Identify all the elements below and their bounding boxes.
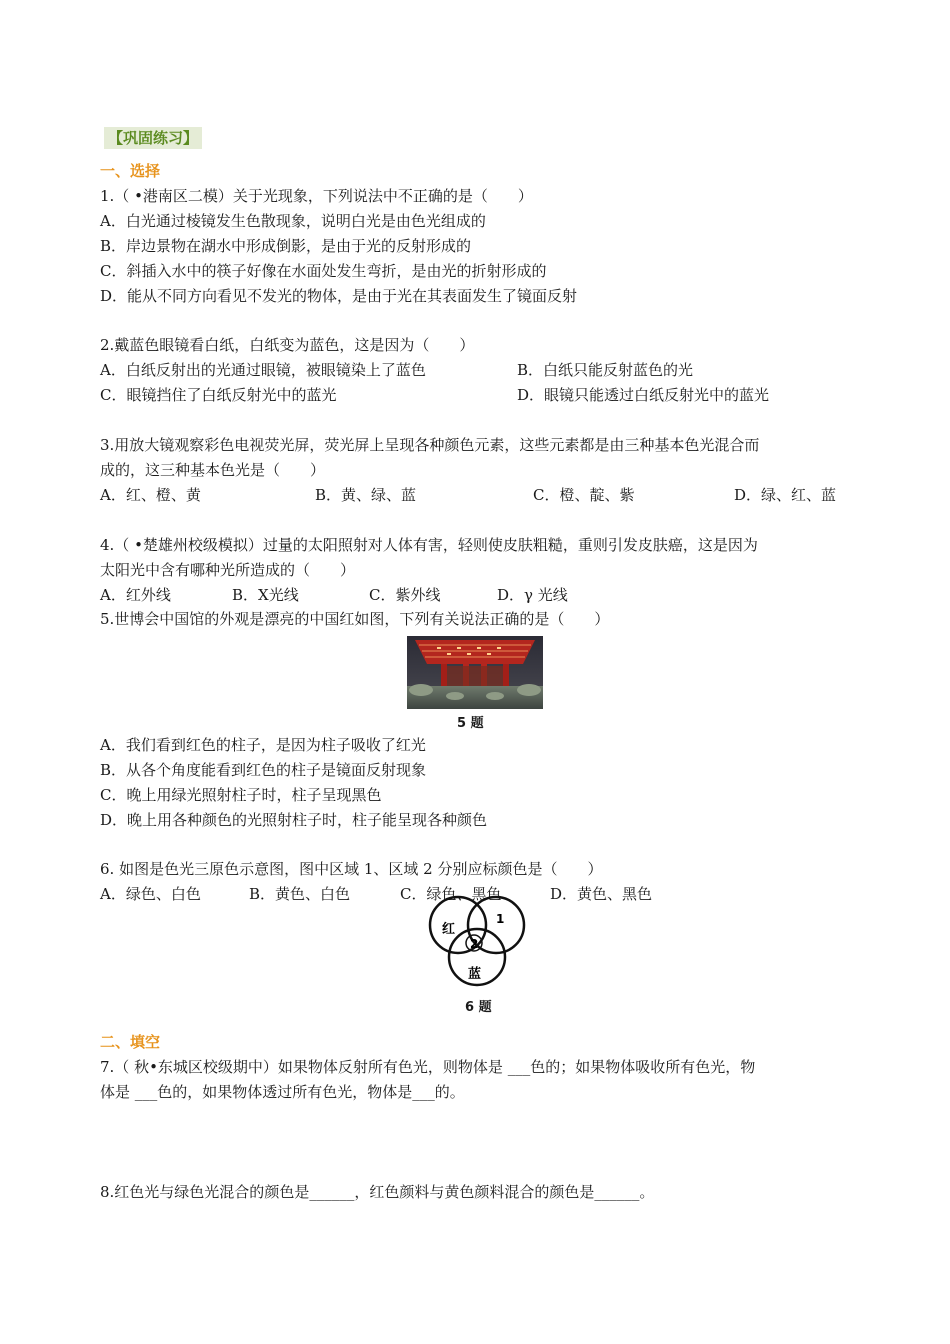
q2-option-c: C．眼镜挡住了白纸反射光中的蓝光 <box>100 386 337 404</box>
venn-label-blue: 蓝 <box>468 967 482 982</box>
q3-option-c: C．橙、靛、紫 <box>533 486 635 504</box>
q2-option-d: D．眼镜只能透过白纸反射光中的蓝光 <box>517 386 770 404</box>
part2-heading: 二、填空 <box>100 1033 161 1051</box>
part1-heading: 一、选择 <box>100 162 161 180</box>
q4-option-b: B．X光线 <box>232 586 299 604</box>
q5-stem: 5.世博会中国馆的外观是漂亮的中国红如图，下列有关说法正确的是（ ） <box>100 610 610 628</box>
q1-option-b: B．岸边景物在湖水中形成倒影，是由于光的反射形成的 <box>100 237 472 255</box>
q1-option-d: D．能从不同方向看见不发光的物体，是由于光在其表面发生了镜面反射 <box>100 287 578 305</box>
q6-option-a: A．绿色、白色 <box>100 885 201 903</box>
q5-figure-caption: 5 题 <box>457 716 484 731</box>
q5-option-b: B．从各个角度能看到红色的柱子是镜面反射现象 <box>100 761 427 779</box>
section-title: 【巩固练习】 <box>104 127 202 149</box>
q6-stem: 6. 如图是色光三原色示意图，图中区域 1、区域 2 分别应标颜色是（ ） <box>100 860 603 878</box>
q6-figure-caption: 6 题 <box>465 1000 492 1015</box>
q2-stem: 2.戴蓝色眼镜看白纸，白纸变为蓝色，这是因为（ ） <box>100 336 475 354</box>
color-venn-diagram <box>424 889 528 993</box>
q6-option-b: B．黄色、白色 <box>249 885 351 903</box>
q3-stem-line2: 成的，这三种基本色光是（ ） <box>100 461 326 479</box>
q6-option-c: C．绿色、黑色 <box>400 885 502 903</box>
q8-line: 8.红色光与绿色光混合的颜色是______，红色颜料与黄色颜料混合的颜色是______。 <box>100 1183 655 1201</box>
q3-stem-line1: 3.用放大镜观察彩色电视荧光屏，荧光屏上呈现各种颜色元素，这些元素都是由三种基本色光混合而 <box>100 436 760 454</box>
q4-option-c: C．紫外线 <box>369 586 441 604</box>
q1-stem: 1.（ •港南区二模）关于光现象，下列说法中不正确的是（ ） <box>100 187 533 205</box>
q2-option-b: B．白纸只能反射蓝色的光 <box>517 361 694 379</box>
venn-label-2: 2 <box>470 937 479 951</box>
q3-option-b: B．黄、绿、蓝 <box>315 486 417 504</box>
q2-option-a: A．白纸反射出的光通过眼镜，被眼镜染上了蓝色 <box>100 361 426 379</box>
q3-option-d: D．绿、红、蓝 <box>734 486 837 504</box>
q5-option-a: A．我们看到红色的柱子，是因为柱子吸收了红光 <box>100 736 426 754</box>
venn-label-red: 红 <box>442 922 456 937</box>
q5-option-d: D．晚上用各种颜色的光照射柱子时，柱子能呈现各种颜色 <box>100 811 488 829</box>
q1-option-a: A．白光通过棱镜发生色散现象，说明白光是由色光组成的 <box>100 212 486 230</box>
q7-line1: 7.（ 秋•东城区校级期中）如果物体反射所有色光，则物体是 ___色的；如果物体吸收所有色光，物 <box>100 1058 756 1076</box>
q5-option-c: C．晚上用绿光照射柱子时，柱子呈现黑色 <box>100 786 382 804</box>
q4-option-d: D．γ 光线 <box>497 586 568 604</box>
q4-stem-line1: 4.（ •楚雄州校级模拟）过量的太阳照射对人体有害，轻则使皮肤粗糙，重则引发皮肤癌，这是因为 <box>100 536 758 554</box>
q4-option-a: A．红外线 <box>100 586 171 604</box>
q6-option-d: D．黄色、黑色 <box>550 885 653 903</box>
q1-option-c: C．斜插入水中的筷子好像在水面处发生弯折，是由光的折射形成的 <box>100 262 547 280</box>
q7-line2: 体是 ___色的，如果物体透过所有色光，物体是___的。 <box>100 1083 465 1101</box>
china-pavilion-photo <box>407 636 543 709</box>
venn-label-1: 1 <box>496 912 505 926</box>
q4-stem-line2: 太阳光中含有哪种光所造成的（ ） <box>100 561 356 579</box>
q3-option-a: A．红、橙、黄 <box>100 486 201 504</box>
